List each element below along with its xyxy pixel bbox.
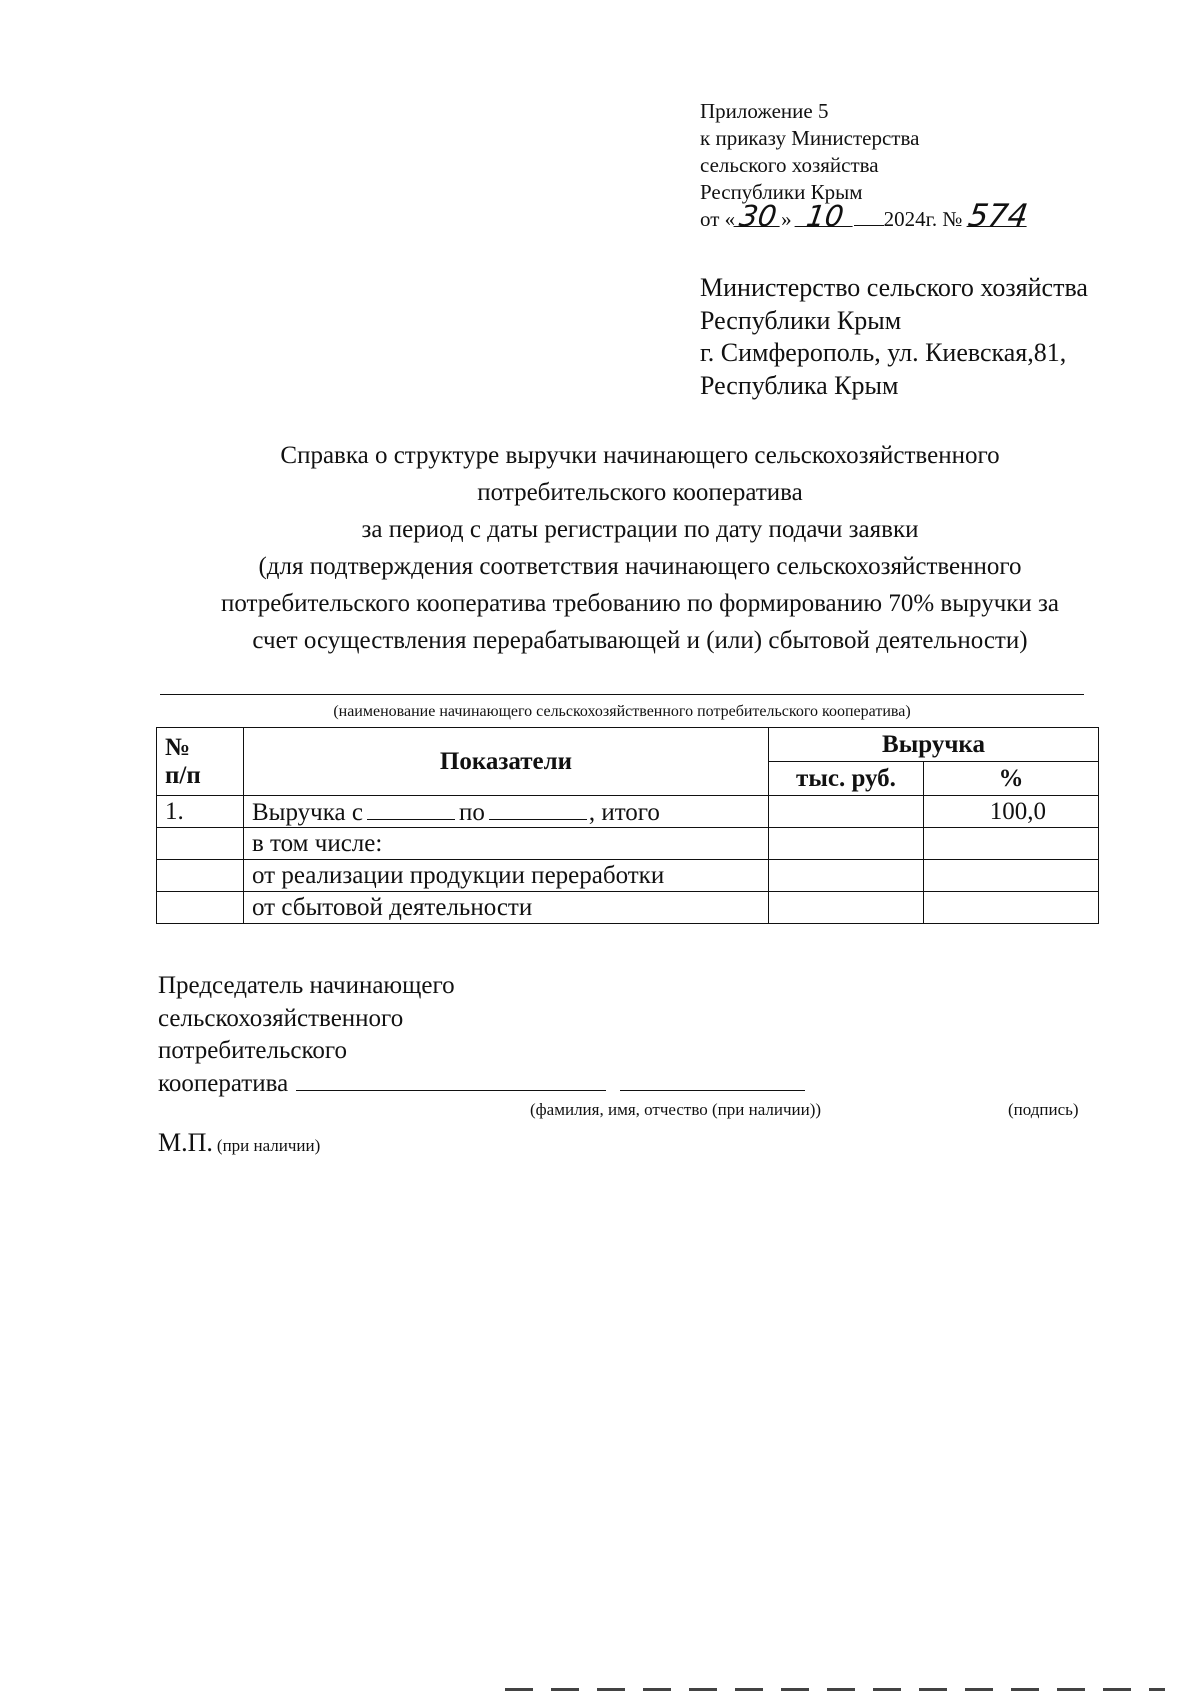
signer-line-3: потребительского <box>158 1037 347 1064</box>
ministry-line-1: Министерство сельского хозяйства <box>700 273 1088 302</box>
handwritten-day: 30 <box>734 206 783 227</box>
signer-line-4-row <box>158 1068 805 1101</box>
signer-line-2: сельскохозяйственного <box>158 1004 404 1032</box>
scan-artifact-marks <box>505 1688 1165 1691</box>
header-thousand-rub: тыс. руб. <box>769 762 924 796</box>
date-year-text: 2024г. № <box>883 207 963 231</box>
header-number-line-2: п/п <box>165 761 201 789</box>
ministry-line-2: Республики Крым <box>700 305 902 335</box>
title-line-5: потребительского кооператива требованию по формированию 70% выручки за <box>220 590 1060 617</box>
title-line-1: Справка о структуре выручки начинающего сельскохозяйственного <box>280 442 1000 469</box>
header-revenue: Выручка <box>769 728 1099 762</box>
signer-line-4: кооператива <box>158 1069 289 1097</box>
row1-thousand-rub[interactable] <box>769 796 924 828</box>
row2-label: в том числе: <box>244 828 769 860</box>
header-number-cell <box>157 728 244 796</box>
row1-date-to-field[interactable] <box>489 797 587 820</box>
row1-label <box>244 796 769 828</box>
appendix-line-1: Приложение 5 <box>700 99 829 123</box>
ministry-line-3: г. Симферополь, ул. Киевская,81, <box>700 338 1067 367</box>
header-indicators: Показатели <box>244 728 769 796</box>
title-line-4: (для подтверждения соответствия начинающего сельскохозяйственного <box>258 553 1022 580</box>
document-title <box>150 437 1130 659</box>
row1-percent: 100,0 <box>924 796 1099 828</box>
caption-signature: (подпись) <box>1008 1100 1079 1119</box>
signer-line-1: Председатель начинающего <box>158 972 455 999</box>
row3-percent[interactable] <box>924 860 1099 892</box>
appendix-date-line <box>700 198 1030 234</box>
title-line-3: за период с даты регистрации по дату подачи заявки <box>361 516 919 543</box>
table-row <box>157 892 1099 924</box>
row2-percent[interactable] <box>924 828 1099 860</box>
header-percent: % <box>924 762 1099 796</box>
date-day-close: » <box>781 207 792 231</box>
row4-thousand-rub[interactable] <box>769 892 924 924</box>
row4-label: от сбытовой деятельности <box>244 892 769 924</box>
row1-date-from-field[interactable] <box>367 797 455 820</box>
appendix-line-4: Республики Крым <box>700 180 863 204</box>
row2-thousand-rub[interactable] <box>769 828 924 860</box>
revenue-table <box>156 727 1099 924</box>
appendix-line-3: сельского хозяйства <box>700 153 879 177</box>
header-number-line-1: № <box>165 733 191 761</box>
row1-number: 1. <box>157 796 244 828</box>
row3-number <box>157 860 244 892</box>
stamp-label: М.П. <box>158 1128 213 1157</box>
row3-label: от реализации продукции переработки <box>244 860 769 892</box>
row1-label-mid: по <box>458 798 485 826</box>
table-row <box>157 796 1099 828</box>
caption-full-name: (фамилия, имя, отчество (при наличии)) <box>530 1100 822 1119</box>
signer-signature-field[interactable] <box>620 1070 805 1091</box>
stamp-note: (при наличии) <box>216 1136 321 1155</box>
table-row <box>157 828 1099 860</box>
cooperative-name-field[interactable] <box>160 694 1084 695</box>
row4-percent[interactable] <box>924 892 1099 924</box>
stamp-place <box>158 1128 320 1158</box>
row4-number <box>157 892 244 924</box>
title-line-2: потребительского кооператива <box>477 479 803 506</box>
ministry-address <box>700 272 1088 402</box>
appendix-block <box>700 98 1028 233</box>
handwritten-order-number: 574 <box>965 198 1030 234</box>
cooperative-name-caption: (наименование начинающего сельскохозяйственного потребительского кооператива) <box>333 703 911 720</box>
date-prefix: от « <box>700 207 736 231</box>
row1-label-start: Выручка с <box>252 798 363 826</box>
signature-block <box>158 970 805 1100</box>
title-line-6: счет осуществления перерабатывающей и (или) сбытовой деятельности) <box>252 627 1028 654</box>
table-row <box>157 860 1099 892</box>
date-underline <box>854 225 884 226</box>
handwritten-month: 10 <box>794 206 855 227</box>
signer-name-field[interactable] <box>296 1070 606 1091</box>
ministry-line-4: Республика Крым <box>700 370 899 400</box>
row2-number <box>157 828 244 860</box>
appendix-line-2: к приказу Министерства <box>700 126 920 150</box>
table-header-row <box>157 728 1099 762</box>
row1-label-end: , итого <box>588 798 660 826</box>
row3-thousand-rub[interactable] <box>769 860 924 892</box>
